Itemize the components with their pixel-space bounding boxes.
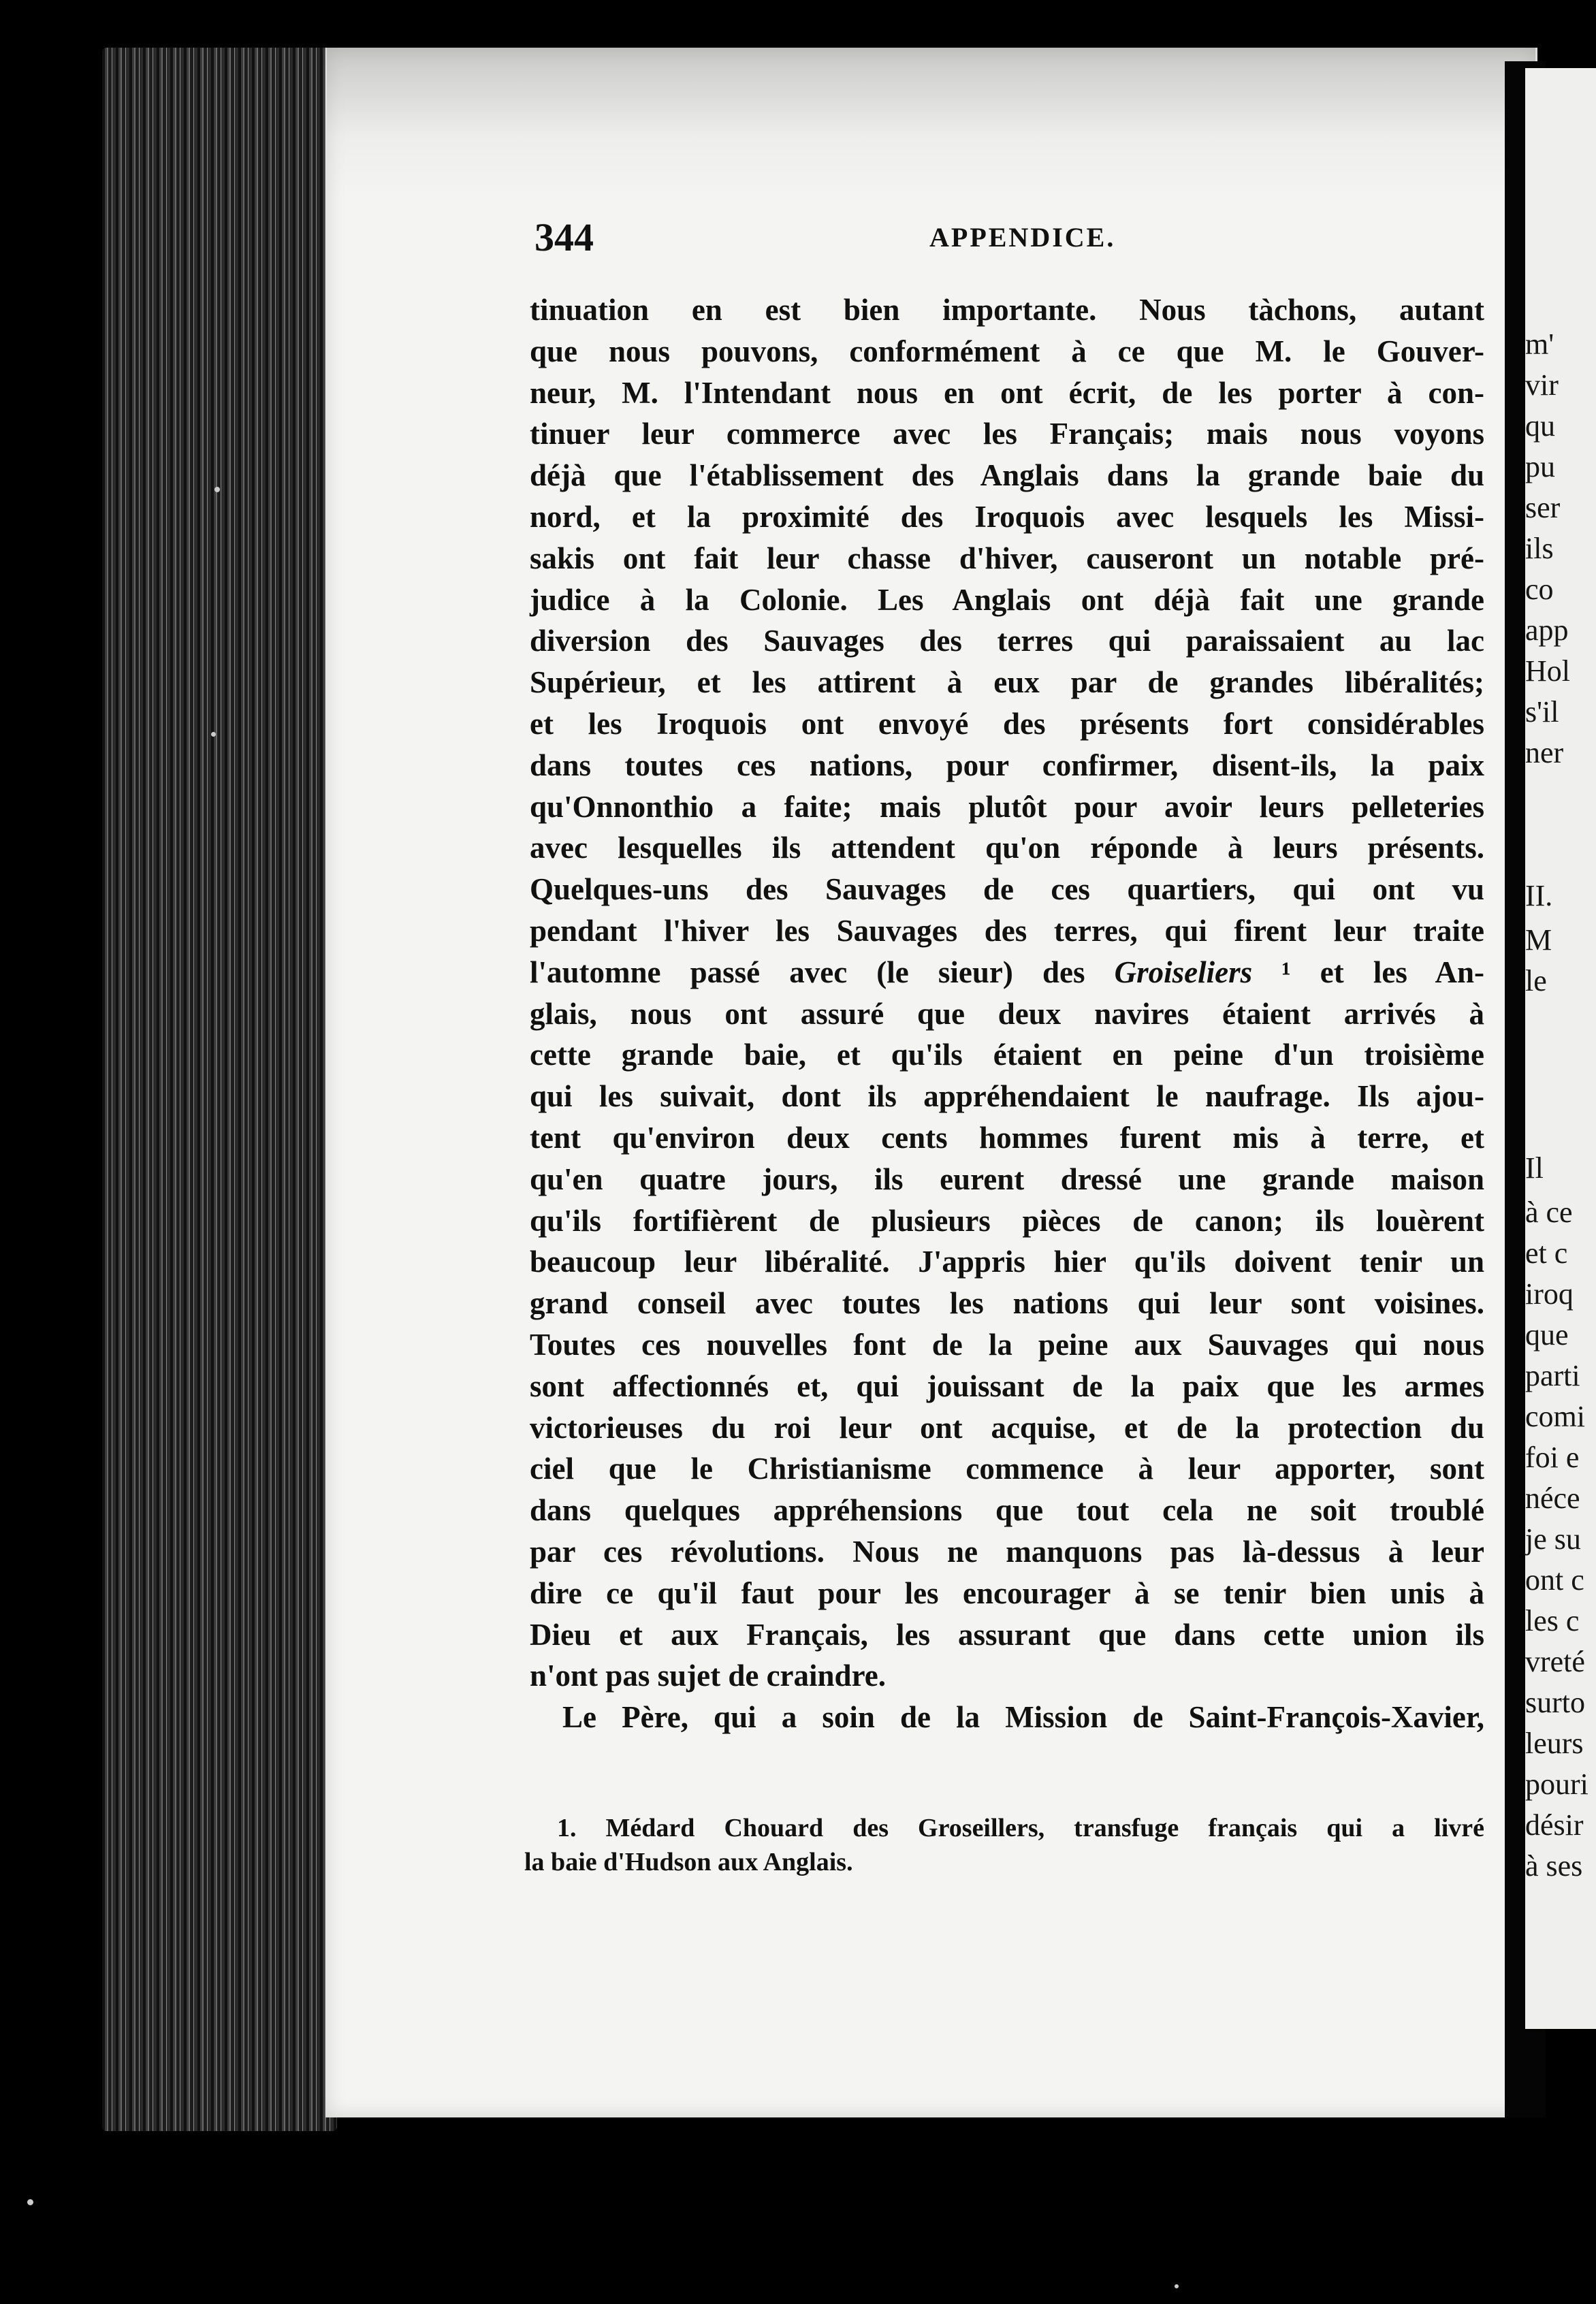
text-line: déjà que l'établissement des Anglais dans la grande baie du (530, 458, 1484, 493)
fragment-text: s'il (1525, 695, 1559, 729)
fragment-text: ner (1525, 736, 1564, 769)
text-line: sont affectionnés et, qui jouissant de la paix que les armes (530, 1369, 1484, 1403)
fragment-text: à ce (1525, 1196, 1573, 1229)
fragment-text: désir (1525, 1808, 1584, 1842)
fragment-text: néce (1525, 1482, 1580, 1515)
dust-speck (211, 732, 216, 737)
dust-speck (1175, 2284, 1179, 2288)
text-line: Dieu et aux Français, les assurant que dans cette union ils (530, 1617, 1484, 1652)
fragment-text: pouri (1525, 1767, 1589, 1801)
text-line: judice à la Colonie. Les Anglais ont déjà fait une grande (530, 582, 1484, 617)
page-number: 344 (534, 215, 594, 259)
text-line: Le Père, qui a soin de la Mission de Saint-François-Xavier, (562, 1700, 1484, 1735)
text-line: qu'ils fortifièrent de plusieurs pièces de canon; ils louèrent (530, 1203, 1484, 1238)
text-line: neur, M. l'Intendant nous en ont écrit, de les porter à con- (530, 375, 1484, 410)
footnote-line: 1. Médard Chouard des Groseillers, transfuge français qui a livré (557, 1814, 1484, 1842)
text-line: n'ont pas sujet de craindre. (530, 1659, 886, 1693)
text-line: dans quelques appréhensions que tout cela ne soit troublé (530, 1493, 1484, 1528)
fragment-text: les c (1525, 1604, 1580, 1637)
text-line: dans toutes ces nations, pour confirmer, disent-ils, la paix (530, 748, 1484, 782)
text-line: dire ce qu'il faut pour les encourager à se tenir bien unis à (530, 1575, 1484, 1610)
fragment-text: leurs (1525, 1727, 1584, 1760)
text-line: glais, nous ont assuré que deux navires étaient arrivés à (530, 996, 1484, 1031)
footnote-line: la baie d'Hudson aux Anglais. (524, 1848, 853, 1876)
text-line: tinuer leur commerce avec les Français; mais nous voyons (530, 417, 1484, 451)
fragment-text: pu (1525, 450, 1555, 483)
text-line: victorieuses du roi leur ont acquise, et de la protection du (530, 1410, 1484, 1445)
fragment-text: M (1525, 923, 1552, 957)
italic-name: Groiseliers (1114, 955, 1253, 989)
body-text (530, 289, 1484, 1738)
fragment-text: qu (1525, 409, 1555, 443)
fragment-text: Hol (1525, 654, 1570, 688)
text-line: nord, et la proximité des Iroquois avec lesquels les Missi- (530, 499, 1484, 534)
text-line: qui les suivait, dont ils appréhendaient le naufrage. Ils ajou- (530, 1079, 1484, 1114)
fragment-text: parti (1525, 1359, 1580, 1392)
text-line: l'automne passé avec (le sieur) des Groiseliers ¹ et les An- (530, 955, 1485, 989)
text-line: par ces révolutions. Nous ne manquons pas là-dessus à leur (530, 1534, 1484, 1569)
adjacent-page-fragment (1525, 68, 1596, 2029)
text-line: tent qu'environ deux cents hommes furent mis à terre, et (530, 1120, 1484, 1155)
fragment-text: Il (1525, 1151, 1544, 1185)
page-stain (327, 48, 1535, 197)
text-line: Supérieur, et les attirent à eux par de grandes libéralités; (530, 665, 1484, 700)
fragment-text: app (1525, 613, 1569, 647)
text-line: tinuation en est bien importante. Nous tàchons, autant (530, 293, 1484, 327)
text-line: grand conseil avec toutes les nations qui leur sont voisines. (530, 1286, 1484, 1321)
text-line: qu'Onnonthio a faite; mais plutôt pour avoir leurs pelleteries (530, 789, 1484, 824)
fragment-text: m' (1525, 327, 1554, 361)
book-fore-edge (102, 48, 337, 2131)
page-header (534, 214, 1495, 262)
running-title: APPENDICE. (929, 222, 1116, 253)
text-line: cette grande baie, et qu'ils étaient en peine d'un troisième (530, 1038, 1484, 1072)
text-line: ciel que le Christianisme commence à leur apporter, sont (530, 1452, 1484, 1486)
text-line: que nous pouvons, conformément à ce que M. le Gouver- (530, 334, 1484, 368)
fragment-text: surto (1525, 1686, 1585, 1719)
text-line: qu'en quatre jours, ils eurent dressé une grande maison (530, 1162, 1484, 1196)
fragment-text: II. (1525, 879, 1553, 912)
text-line: diversion des Sauvages des terres qui paraissaient au lac (530, 624, 1484, 658)
fragment-text: le (1525, 964, 1547, 997)
dust-speck (214, 487, 220, 492)
fragment-text: que (1525, 1318, 1569, 1351)
footnote (524, 1811, 1484, 1879)
text-line: et les Iroquois ont envoyé des présents fort considérables (530, 706, 1484, 741)
text-line: beaucoup leur libéralité. J'appris hier qu'ils doivent tenir un (530, 1245, 1484, 1279)
text-line: avec lesquelles ils attendent qu'on réponde à leurs présents. (530, 831, 1484, 865)
text-line: Toutes ces nouvelles font de la peine aux Sauvages qui nous (530, 1327, 1484, 1362)
fragment-text: ser (1525, 491, 1561, 524)
text-line: sakis ont fait leur chasse d'hiver, causeront un notable pré- (530, 541, 1484, 575)
text-line: pendant l'hiver les Sauvages des terres, qui firent leur traite (530, 913, 1484, 948)
fragment-text: vreté (1525, 1645, 1585, 1678)
fragment-text: et c (1525, 1236, 1568, 1270)
fragment-text: iroq (1525, 1277, 1574, 1311)
fragment-text: je su (1525, 1522, 1581, 1556)
fragment-text: comi (1525, 1400, 1585, 1433)
dust-speck (27, 2199, 33, 2205)
fragment-text: à ses (1525, 1849, 1583, 1883)
fragment-text: foi e (1525, 1441, 1580, 1474)
fragment-text: ils (1525, 532, 1554, 565)
fragment-text: co (1525, 573, 1554, 606)
text-line: Quelques-uns des Sauvages de ces quartiers, qui ont vu (530, 872, 1484, 907)
fragment-text: ont c (1525, 1563, 1584, 1597)
fragment-text: vir (1525, 368, 1559, 402)
